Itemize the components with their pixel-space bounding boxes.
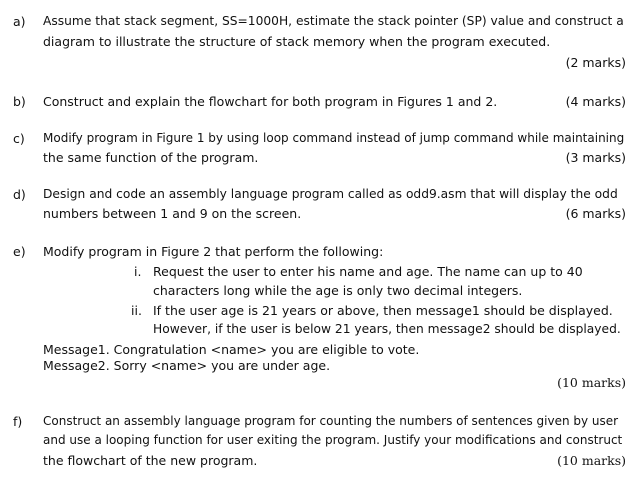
question-b-line1: Construct and explain the flowchart for both program in Figures 1 and 2. xyxy=(43,94,498,109)
question-a-line2: diagram to illustrate the structure of stack memory when the program executed. xyxy=(43,34,551,49)
question-c-label: c) xyxy=(13,131,25,146)
question-e-line1: Modify program in Figure 2 that perform the following: xyxy=(43,244,384,259)
question-e-sub2-line1: If the user age is 21 years or above, then message1 should be displayed. xyxy=(153,303,613,318)
question-d-marks: (6 marks) xyxy=(565,206,626,221)
question-a-marks: (2 marks) xyxy=(565,55,626,70)
question-f-line3: the flowchart of the new program. xyxy=(43,453,258,468)
question-e-sub2-line2: However, if the user is below 21 years, then message2 should be displayed. xyxy=(153,322,621,336)
question-e-sub1-line2: characters long while the age is only two decimal integers. xyxy=(153,283,523,298)
question-a-label: a) xyxy=(13,14,26,29)
question-e-sub1-line1: Request the user to enter his name and age. The name can up to 40 xyxy=(153,264,583,279)
question-c-marks: (3 marks) xyxy=(565,150,626,165)
question-e-message1: Message1. Congratulation <name> you are eligible to vote. xyxy=(43,342,420,357)
question-c-line1: Modify program in Figure 1 by using loop command instead of jump command while maintaining xyxy=(43,131,625,145)
question-e-label: e) xyxy=(13,244,26,259)
question-e-sub2-number: ii. xyxy=(131,303,142,318)
question-f-marks: (10 marks) xyxy=(557,453,626,468)
question-e-message2: Message2. Sorry <name> you are under age. xyxy=(43,358,331,373)
question-c-line2: the same function of the program. xyxy=(43,150,259,165)
question-a-line1: Assume that stack segment, SS=1000H, estimate the stack pointer (SP) value and construct a xyxy=(43,14,624,28)
question-f-line2: and use a looping function for user exiting the program. Justify your modifications and construct xyxy=(43,433,623,447)
question-f-line1: Construct an assembly language program for counting the numbers of sentences given by user xyxy=(43,414,619,428)
question-d-label: d) xyxy=(13,187,26,202)
question-e-marks: (10 marks) xyxy=(557,375,626,390)
question-e-sub1-number: i. xyxy=(134,264,142,279)
question-b-label: b) xyxy=(13,94,26,109)
question-f-label: f) xyxy=(13,414,23,429)
question-b-marks: (4 marks) xyxy=(565,94,626,109)
question-d-line2: numbers between 1 and 9 on the screen. xyxy=(43,206,302,221)
question-d-line1: Design and code an assembly language program called as odd9.asm that will display the odd xyxy=(43,187,618,201)
